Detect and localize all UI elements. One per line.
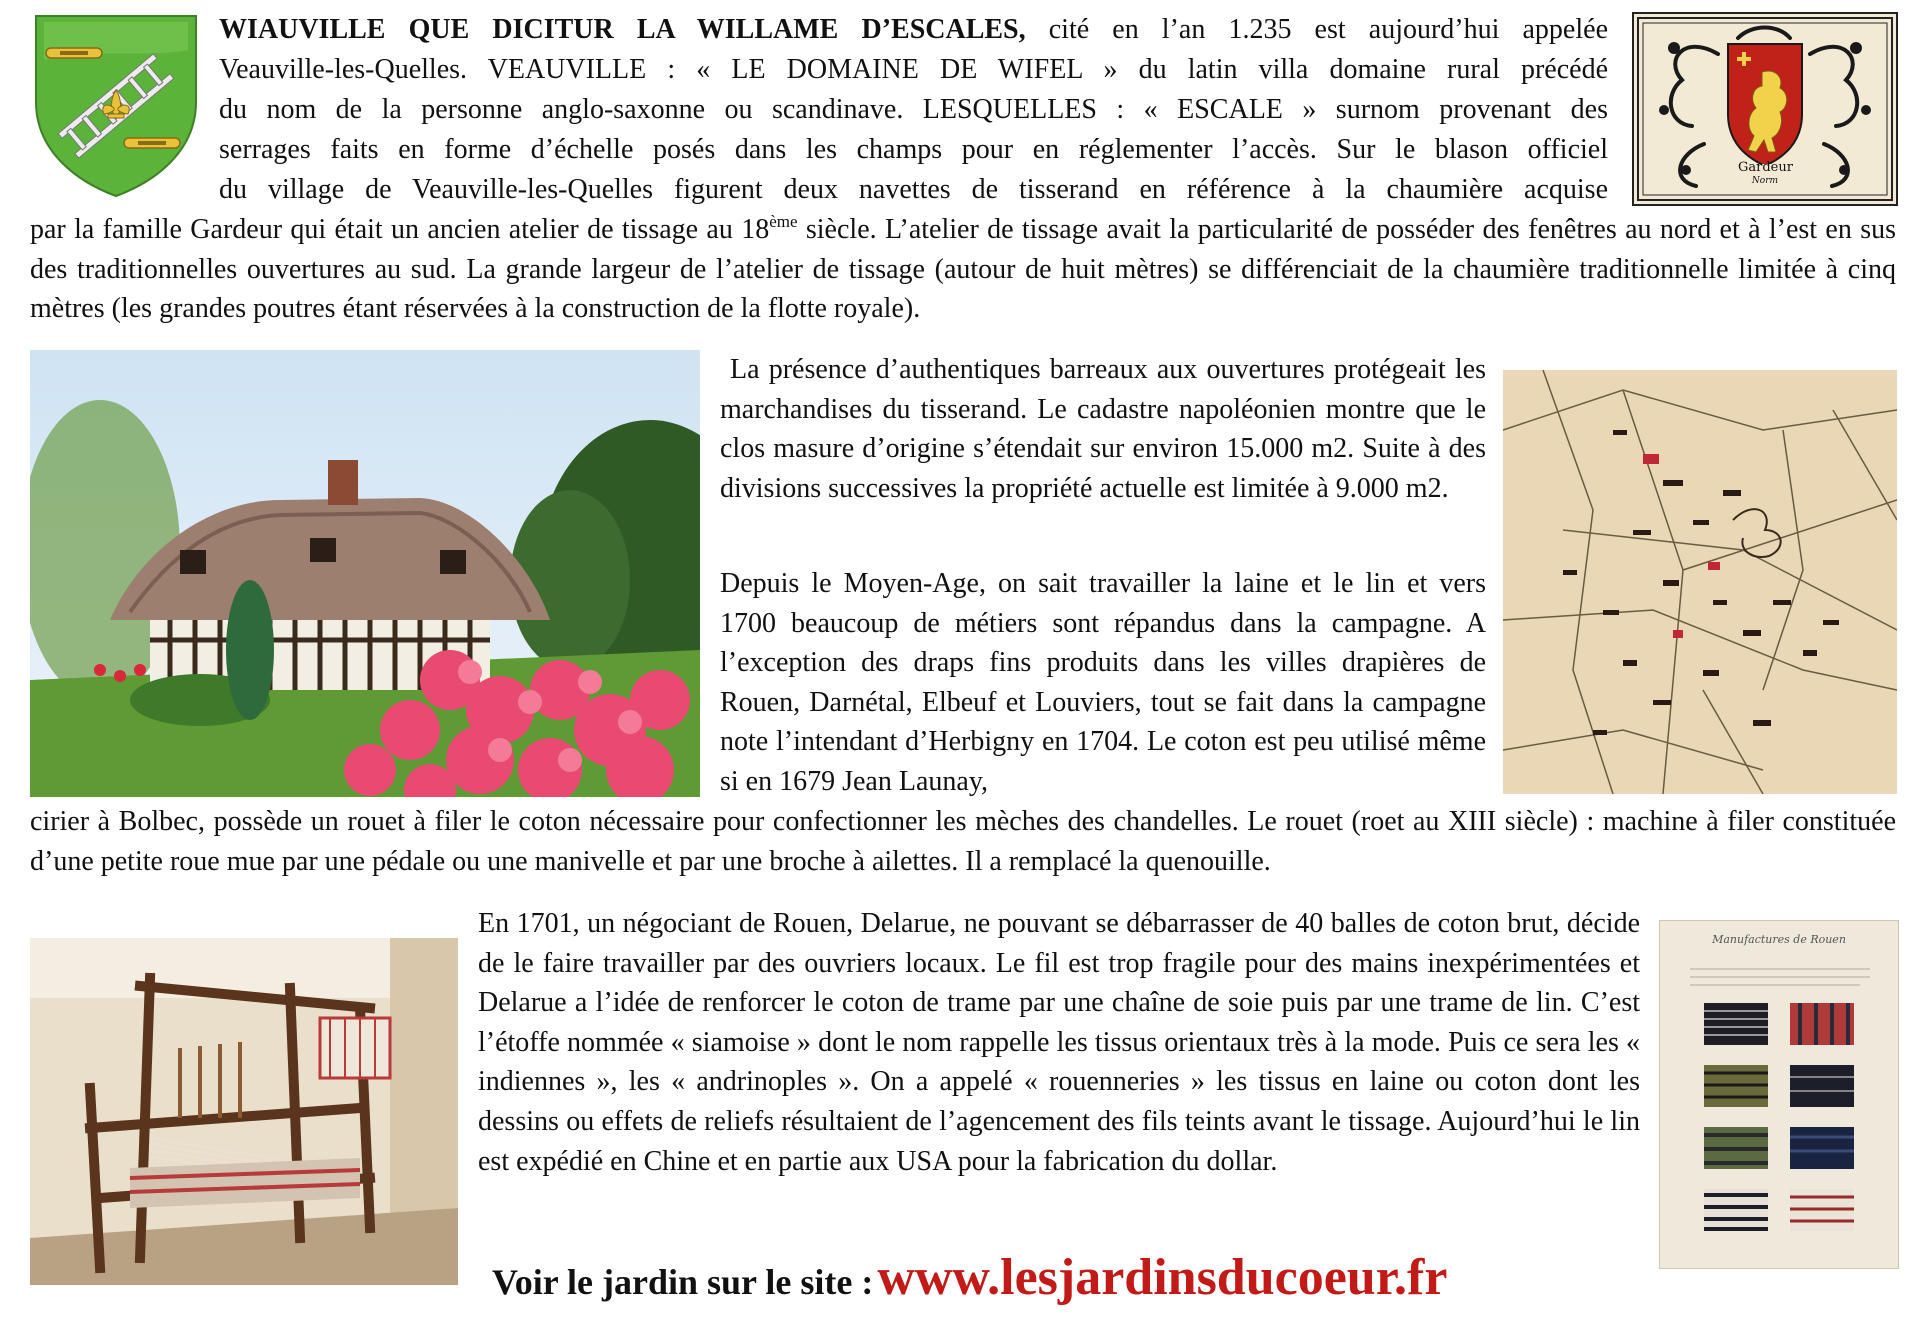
footer-label: Voir le jardin sur le site : — [492, 1262, 874, 1302]
crest-subcaption: Norm — [1751, 176, 1779, 186]
footer — [492, 1248, 1652, 1307]
intro-paragraph-full: par la famille Gardeur qui était un ancien atelier de tissage au 18ème siècle. L’atelier de tissage avait la particularité de posséder des fenêtres au nord et à l’est en sus des traditionnelles ouvertures au sud. La grande largeur de l’atelier de tissage (autour de huit mètres) se différenciait de la chaumière traditionnelle limitée à cinq mètres (les grandes poutres étant réservées à la construction de la flotte royale). — [30, 212, 1896, 325]
intro-lead-bold: WIAUVILLE QUE DICITUR LA WILLAME D’ESCALES, — [219, 14, 1026, 45]
samples-book-title: Manufactures de Rouen — [1712, 933, 1846, 946]
village-coat-of-arms — [30, 10, 202, 200]
intro-line-4: serrages faits en forme d’échelle posés dans les champs pour en réglementer l’accès. Sur le blason officiel — [219, 134, 1608, 165]
intro-line-2: Veauville-les-Quelles. VEAUVILLE : « LE DOMAINE DE WIFEL » du latin villa domaine rural précédé — [219, 54, 1608, 85]
cotton-trade-paragraph: En 1701, un négociant de Rouen, Delarue, ne pouvant se débarrasser de 40 balles de coton brut, décide de le faire travailler par des ouvriers locaux. Le fil est trop fragile pour des mains inexpérimentées et Delarue a l’idée de renforcer le coton de trame par une chaîne de soie puis par une trame de lin. C’est l’étoffe nommée « siamoise » dont le nom rappelle les tissus orientaux très à la mode. Puis ce sera les « indiennes », les « andrinoples ». On a appelé « rouenneries » les tissus en laine ou coton dont les dessins ou effets de reliefs résultaient de l’agencement des fils teints avant le tissage. Aujourd’hui le lin est expédié en Chine et en partie aux USA pour la fabrication du dollar. — [478, 908, 1640, 1177]
fabric-samples-book — [1659, 920, 1899, 1269]
website-link[interactable]: www.lesjardinsducoeur.fr — [877, 1249, 1448, 1306]
napoleonic-cadastre-map — [1503, 370, 1897, 794]
gardeur-family-crest — [1632, 12, 1898, 206]
weaving-history-continued: cirier à Bolbec, possède un rouet à filer le coton nécessaire pour confectionner les mèches des chandelles. Le rouet (roet au XIII siècle) : machine à filer constituée d’une petite roue mue par une pédale ou une manivelle et par une broche à ailettes. Il a remplacé la quenouille. — [30, 806, 1896, 877]
shuttle-icon — [46, 48, 102, 58]
intro-line-5: du village de Veauville-les-Quelles figurent deux navettes de tisserand en référence à la chaumière acquise — [219, 174, 1608, 205]
cadastre-paragraph: La présence d’authentiques barreaux aux ouvertures protégeait les marchandises du tisserand. Le cadastre napoléonien montre que le clos masure d’origine s’étendait sur environ 15.000 m2. Suite à des divisions successives la propriété actuelle est limitée à 9.000 m2. — [720, 354, 1486, 504]
intro-line-3: du nom de la personne anglo-saxonne ou scandinave. LESQUELLES : « ESCALE » surnom provenant des — [219, 94, 1608, 125]
thatched-cottage-photo — [30, 350, 700, 797]
weaving-loom-photo — [30, 938, 458, 1285]
intro-line-1 — [219, 10, 1608, 50]
intro-lead-rest: cité en l’an 1.235 est aujourd’hui appelée — [1025, 14, 1608, 45]
weaving-history-paragraph: Depuis le Moyen-Age, on sait travailler la laine et le lin et vers 1700 beaucoup de métiers sont répandus dans la campagne. A l’exception des draps fins produits dans les villes drapières de Rouen, Darnétal, Elbeuf et Louviers, tout se fait dans la campagne note l’intendant d’Herbigny en 1704. Le coton est peu utilisé même si en 1679 Jean Launay, — [720, 568, 1486, 797]
crest-caption: Gardeur — [1738, 160, 1793, 175]
